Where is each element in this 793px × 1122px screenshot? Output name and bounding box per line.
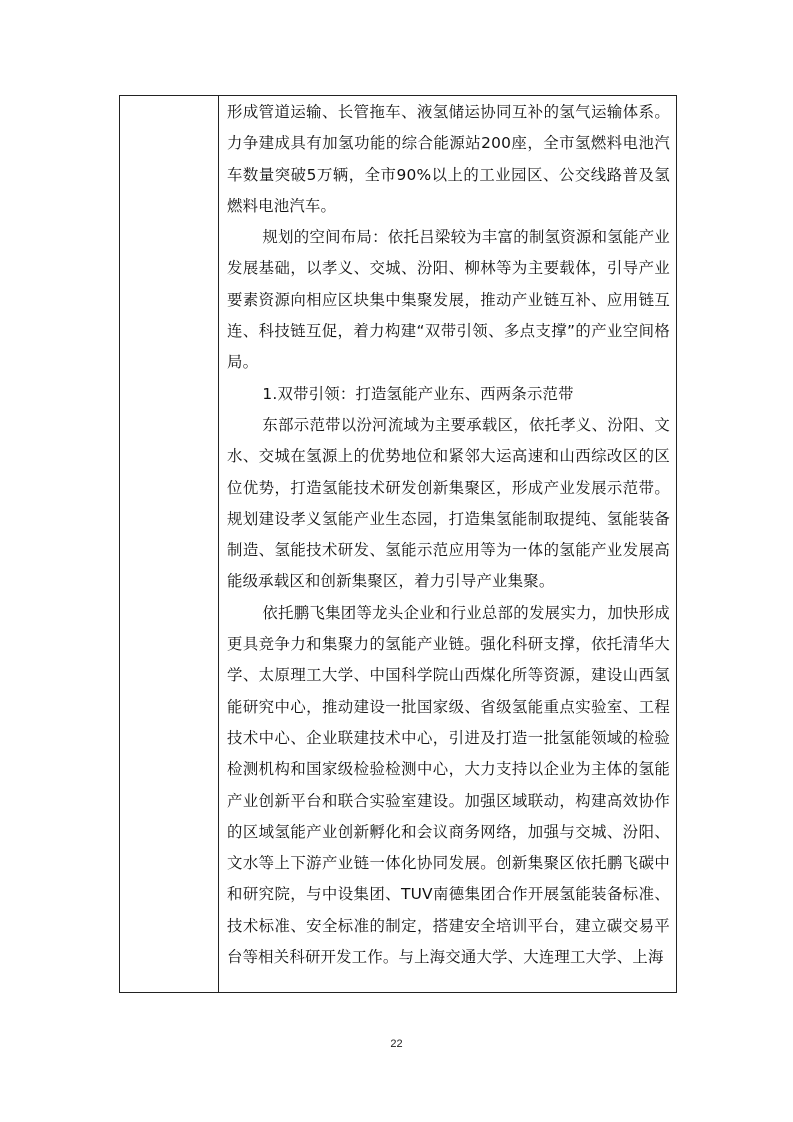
table-left-cell [120, 96, 218, 992]
section-heading-dual-belt: 1.双带引领：打造氢能产业东、西两条示范带 [262, 384, 574, 403]
paragraph-eastern-belt: 东部示范带以汾河流域为主要承载区，依托孝义、汾阳、文水、交城在氢源上的优势地位和紧邻大运高速和山西综改区的区位优势，打造氢能技术研发创新集聚区，形成产业发展示范带。规划建设孝义氢能产业生态园，打造集氢能制取提纯、氢能装备制造、氢能技术研发、氢能示范应用等为一体的氢能产业发展高能级承载区和创新集聚区，着力引导产业集聚。 [227, 415, 670, 591]
table-right-cell [219, 96, 676, 992]
paragraph-spatial-layout: 规划的空间布局：依托吕梁较为丰富的制氢资源和氢能产业发展基础，以孝义、交城、汾阳、柳林等为主要载体，引导产业要素资源向相应区块集中集聚发展，推动产业链互补、应用链互连、科技链互促，着力构建“双带引领、多点支撑”的产业空间格局。 [227, 228, 670, 372]
document-table [119, 95, 677, 993]
paragraph-continuation: 形成管道运输、长管拖车、液氢储运协同互补的氢气运输体系。力争建成具有加氢功能的综合能源站200座，全市氢燃料电池汽车数量突破5万辆，全市90%以上的工业园区、公交线路普及氢燃料电池汽车。 [227, 103, 670, 215]
page-number: 22 [390, 1038, 403, 1050]
paragraph-pengfei-group: 依托鹏飞集团等龙头企业和行业总部的发展实力，加快形成更具竞争力和集聚力的氢能产业链。强化科研支撑，依托清华大学、太原理工大学、中国科学院山西煤化所等资源，建设山西氢能研究中心，推动建设一批国家级、省级氢能重点实验室、工程技术中心、企业联建技术中心，引进及打造一批氢能领域的检验检测机构和国家级检验检测中心，大力支持以企业为主体的氢能产业创新平台和联合实验室建设。加强区域联动，构建高效协作的区域氢能产业创新孵化和会议商务网络，加强与交城、汾阳、文水等上下游产业链一体化协同发展。创新集聚区依托鹏飞碳中和研究院，与中设集团、TUV南德集团合作开展氢能装备标准、技术标准、安全标准的制定，搭建安全培训平台，建立碳交易平台等相关科研开发工作。与上海交通大学、大连理工大学、上海 [227, 603, 670, 967]
